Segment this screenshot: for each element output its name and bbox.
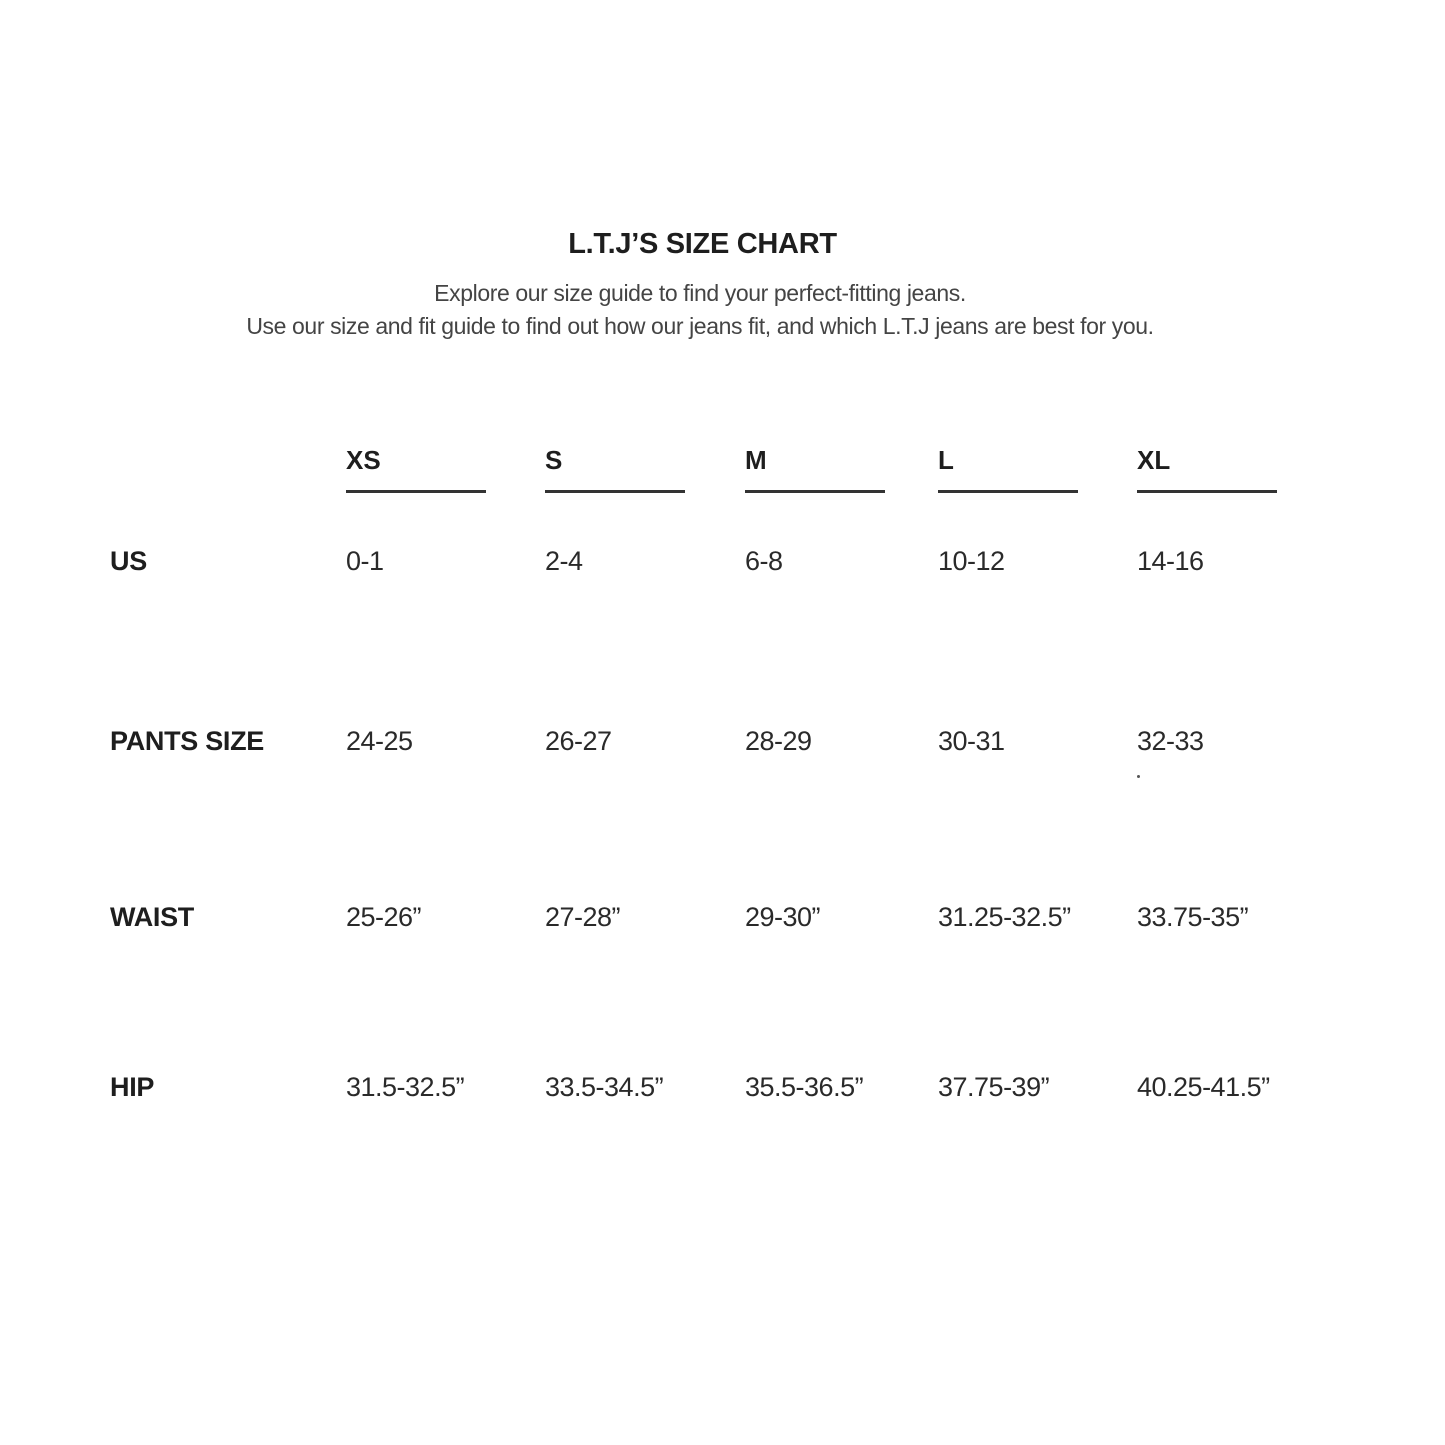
cell-hip-m: 35.5-36.5”: [745, 1072, 864, 1102]
cell-waist-xl: 33.75-35”: [1137, 902, 1249, 932]
cell-pants-s: 26-27: [545, 726, 612, 756]
cell-hip-s: 33.5-34.5”: [545, 1072, 664, 1102]
column-header-xs: XS: [346, 445, 381, 475]
column-header-m: M: [745, 445, 767, 475]
column-divider-s: [545, 490, 685, 493]
cell-us-s: 2-4: [545, 546, 583, 576]
cell-us-m: 6-8: [745, 546, 783, 576]
cell-waist-s: 27-28”: [545, 902, 621, 932]
row-label-hip: HIP: [110, 1072, 155, 1102]
cell-hip-xs: 31.5-32.5”: [346, 1072, 465, 1102]
cell-pants-l: 30-31: [938, 726, 1005, 756]
row-label-us: US: [110, 546, 147, 576]
cell-waist-l: 31.25-32.5”: [938, 902, 1071, 932]
subtitle-line-1: Explore our size guide to find your perfect-fitting jeans.: [434, 280, 966, 306]
cell-pants-xs: 24-25: [346, 726, 413, 756]
column-divider-l: [938, 490, 1078, 493]
subtitle-line-2: Use our size and fit guide to find out how our jeans fit, and which L.T.J jeans are best for you.: [246, 313, 1154, 339]
cell-waist-xs: 25-26”: [346, 902, 422, 932]
column-divider-xs: [346, 490, 486, 493]
column-header-xl: XL: [1137, 445, 1171, 475]
row-label-waist: WAIST: [110, 902, 194, 932]
cell-pants-m: 28-29: [745, 726, 812, 756]
column-header-l: L: [938, 445, 954, 475]
cell-us-xl: 14-16: [1137, 546, 1204, 576]
row-label-pants-size: PANTS SIZE: [110, 726, 265, 756]
cell-pants-xl: 32-33: [1137, 726, 1204, 756]
column-header-s: S: [545, 445, 563, 475]
cell-waist-m: 29-30”: [745, 902, 821, 932]
column-divider-xl: [1137, 490, 1277, 493]
page-title: L.T.J’S SIZE CHART: [568, 228, 837, 260]
cell-hip-l: 37.75-39”: [938, 1072, 1050, 1102]
cell-us-xs: 0-1: [346, 546, 384, 576]
cell-hip-xl: 40.25-41.5”: [1137, 1072, 1270, 1102]
stray-dot: [1137, 775, 1140, 778]
column-divider-m: [745, 490, 885, 493]
cell-us-l: 10-12: [938, 546, 1005, 576]
